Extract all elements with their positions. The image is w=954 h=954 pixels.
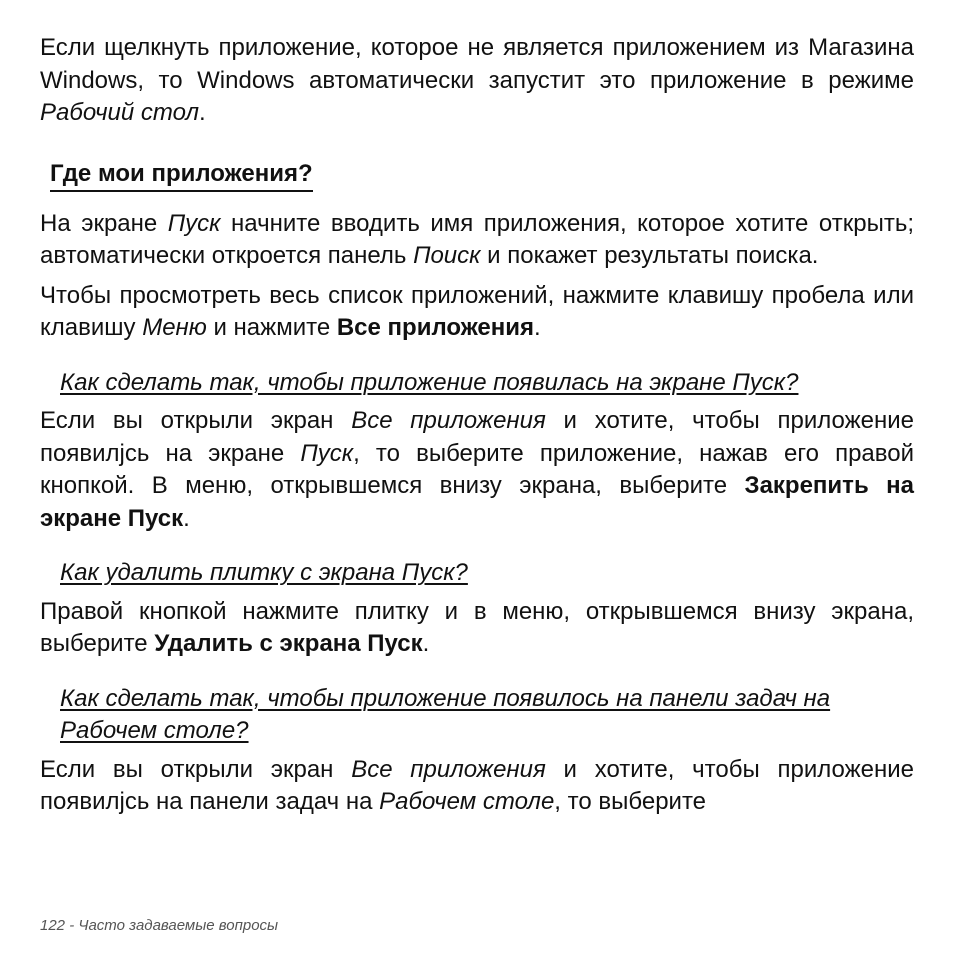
question-heading: Как удалить плитку с экрана Пуск? (60, 559, 468, 586)
question-heading: Как сделать так, чтобы приложение появилось на панели задач на Рабочем столе? (60, 684, 831, 744)
all-apps-paragraph (40, 280, 914, 345)
text-run: Чтобы просмотреть весь список приложений, нажмите клавишу пробела или клавишу (40, 281, 914, 341)
text-run: . (199, 99, 206, 126)
text-run: На экране (40, 209, 168, 237)
text-run: . (422, 630, 430, 657)
emphasis-term: Все приложения (351, 755, 546, 783)
emphasis-term: Рабочем столе (379, 788, 555, 815)
search-paragraph (40, 208, 914, 273)
text-run: и нажмите (206, 314, 337, 341)
emphasis-term: Рабочий стол (40, 99, 199, 126)
text-run: , то выберите приложение, нажав его правой кнопкой. В меню, открывшемся внизу экрана, выберите (40, 439, 914, 499)
text-run: . (183, 504, 190, 532)
text-run: Правой кнопкой нажмите плитку и в меню, открывшемся внизу экрана, выберите (40, 597, 914, 657)
emphasis-term: Поиск (413, 242, 481, 269)
bold-term: Закрепить на экране Пуск (40, 472, 914, 532)
emphasis-term: Пуск (167, 209, 221, 237)
text-run: . (534, 314, 541, 341)
text-run: и хотите, чтобы приложение появилjсь на панели задач на (40, 755, 914, 815)
answer-paragraph (40, 754, 914, 819)
emphasis-term: Пуск (300, 439, 354, 467)
text-run: , то выберите (554, 788, 707, 815)
text-run: начните вводить имя приложения, которое хотите открыть; автоматически откроется панель (40, 209, 914, 269)
answer-paragraph (40, 405, 914, 535)
bold-term: Удалить с экрана Пуск (154, 630, 423, 657)
section-heading: Где мои приложения? (50, 158, 313, 192)
question-heading: Как сделать так, чтобы приложение появилась на экране Пуск? (60, 368, 799, 396)
answer-paragraph (40, 596, 914, 661)
document-page (40, 32, 914, 819)
bold-term: Все приложения (336, 314, 535, 341)
text-run: Если вы открыли экран (40, 755, 352, 783)
emphasis-term: Меню (142, 314, 207, 341)
page-footer: 122 - Часто задаваемые вопросы (40, 917, 279, 934)
text-run: Если вы открыли экран (40, 407, 352, 434)
intro-paragraph (40, 32, 914, 130)
text-run: Если щелкнуть приложение, которое не является приложением из Магазина Windows, то Windows автоматически запустит это приложение в режиме (40, 34, 914, 94)
text-run: и покажет результаты поиска. (480, 242, 819, 269)
text-run: и хотите, чтобы приложение появилjсь на экране (40, 407, 914, 467)
emphasis-term: Все приложения (351, 407, 546, 434)
